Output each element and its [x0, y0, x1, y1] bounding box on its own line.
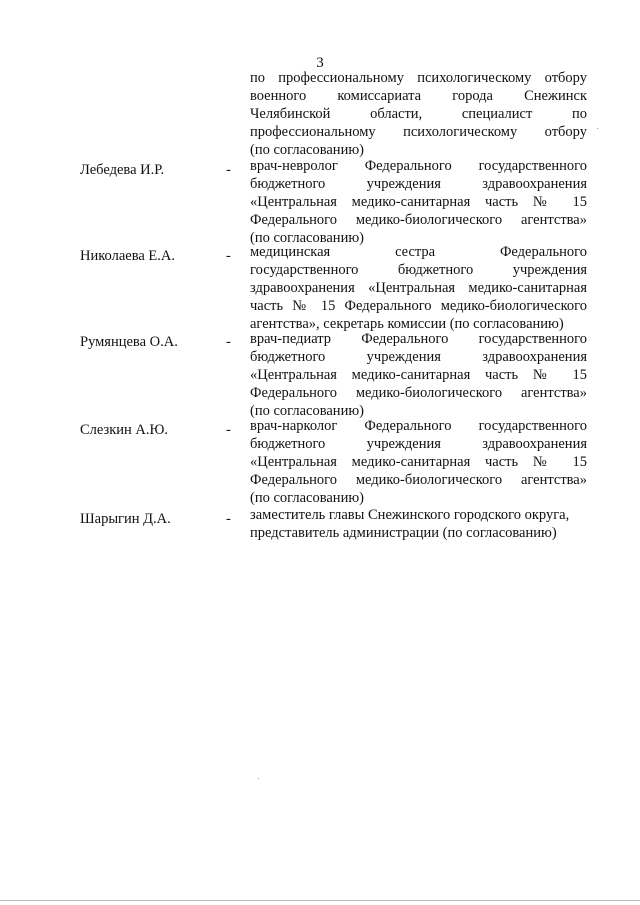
member-role-line: бюджетного учреждения здравоохранения — [250, 436, 587, 452]
member-name: Николаева Е.А. — [80, 248, 176, 264]
member-name: Румянцева О.А. — [80, 334, 178, 350]
member-role-line: (по согласованию) — [250, 230, 364, 246]
member-role-line: «Центральная медико-санитарная часть № 15 — [250, 194, 587, 210]
member-role-line: часть № 15 Федерального медико-биологического — [250, 298, 587, 314]
member-role-line: заместитель главы Снежинского городского округа, — [250, 507, 570, 523]
member-role-line: Федерального медико-биологического агентства» — [250, 212, 587, 228]
member-role-line: (по согласованию) — [250, 403, 364, 419]
member-role-line: Федерального медико-биологического агентства» — [250, 472, 587, 488]
page-number: 3 — [316, 55, 324, 71]
member-role-line: бюджетного учреждения здравоохранения — [250, 349, 587, 365]
member-role-line: врач-педиатр Федерального государственного — [250, 331, 587, 347]
member-role-line: медицинская сестра Федерального — [250, 244, 587, 260]
dash-separator: - — [226, 511, 231, 527]
dash-separator: - — [226, 162, 231, 178]
member-role-line: агентства», секретарь комиссии (по согласованию) — [250, 316, 564, 332]
member-role-line: врач-невролог Федерального государственного — [250, 158, 587, 174]
member-name: Слезкин А.Ю. — [80, 422, 169, 438]
member-role-line: государственного бюджетного учреждения — [250, 262, 587, 278]
scan-speck — [597, 128, 598, 129]
dash-separator: - — [226, 422, 231, 438]
member-role-line: Федерального медико-биологического агентства» — [250, 385, 587, 401]
intro-line: (по согласованию) — [250, 142, 364, 158]
intro-line: по профессиональному психологическому отбору — [250, 70, 587, 86]
member-role-line: врач-нарколог Федерального государственного — [250, 418, 587, 434]
member-role-line: здравоохранения «Центральная медико-санитарная — [250, 280, 587, 296]
scan-speck — [258, 778, 259, 779]
member-name: Шарыгин Д.А. — [80, 511, 171, 527]
intro-line: военного комиссариата города Снежинск — [250, 88, 587, 104]
member-name: Лебедева И.Р. — [80, 162, 165, 178]
member-role-line: «Центральная медико-санитарная часть № 15 — [250, 367, 587, 383]
page-bottom-edge — [0, 900, 640, 901]
dash-separator: - — [226, 334, 231, 350]
member-role-line: представитель администрации (по согласованию) — [250, 525, 557, 541]
member-role-line: бюджетного учреждения здравоохранения — [250, 176, 587, 192]
dash-separator: - — [226, 248, 231, 264]
member-role-line: (по согласованию) — [250, 490, 364, 506]
intro-line: Челябинской области, специалист по — [250, 106, 587, 122]
member-role-line: «Центральная медико-санитарная часть № 15 — [250, 454, 587, 470]
intro-line: профессиональному психологическому отбору — [250, 124, 587, 140]
